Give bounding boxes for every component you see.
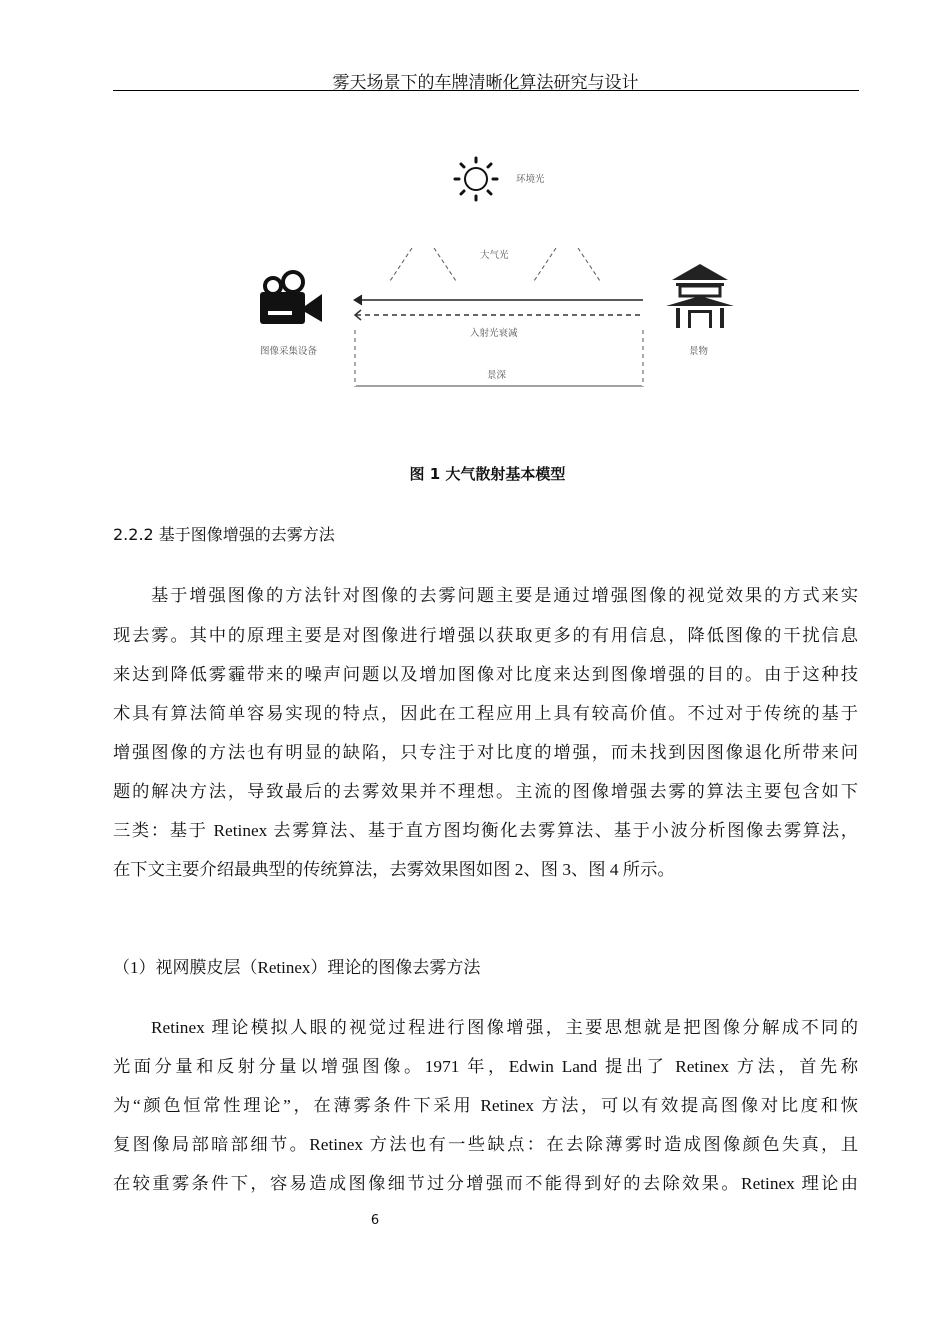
text-line: 三类：基于 Retinex 去雾算法、基于直方图均衡化去雾算法、基于小波分析图像去雾算法，	[113, 821, 858, 840]
sun-icon	[455, 158, 497, 200]
figure-caption: 图 1 大气散射基本模型	[409, 465, 566, 483]
video-camera-icon	[260, 272, 322, 324]
attenuation-label: 入射光衰减	[470, 328, 518, 339]
subsection-heading: （1）视网膜皮层（Retinex）理论的图像去雾方法	[113, 958, 481, 977]
text-line: 题的解决方法，导致最后的去雾效果并不理想。主流的图像增强去雾的算法主要包含如下	[113, 782, 858, 801]
text-line: 在下文主要介绍最典型的传统算法，去雾效果图如图 2、图 3、图 4 所示。	[113, 860, 675, 879]
airlight-label: 大气光	[480, 250, 509, 261]
text-line: 现去雾。其中的原理主要是对图像进行增强以获取更多的有用信息，降低图像的干扰信息	[113, 626, 858, 645]
text-line: 在较重雾条件下，容易造成图像细节过分增强而不能得到好的去除效果。Retinex 理论由	[113, 1174, 858, 1193]
header-rule	[113, 90, 859, 91]
capture-device-label: 图像采集设备	[260, 346, 318, 357]
depth-label: 景深	[487, 370, 507, 381]
text-line: 光面分量和反射分量以增强图像。1971 年，Edwin Land 提出了 Retinex 方法，首先称	[113, 1057, 858, 1076]
pagoda-icon	[666, 264, 734, 328]
scene-object-label: 景物	[689, 346, 709, 357]
text-line: Retinex 理论模拟人眼的视觉过程进行图像增强，主要思想就是把图像分解成不同的	[151, 1018, 858, 1037]
running-header: 雾天场景下的车牌清晰化算法研究与设计	[332, 73, 639, 92]
arrowhead	[354, 295, 362, 305]
text-line: 基于增强图像的方法针对图像的去雾问题主要是通过增强图像的视觉效果的方式来实	[151, 586, 858, 605]
section-heading: 2.2.2 基于图像增强的去雾方法	[113, 525, 335, 544]
text-line: 复图像局部暗部细节。Retinex 方法也有一些缺点：在去除薄雾时造成图像颜色失真，且	[113, 1135, 858, 1154]
text-line: 术具有算法简单容易实现的特点，因此在工程应用上具有较高价值。不过对于传统的基于	[113, 704, 858, 723]
atmospheric-scattering-diagram	[240, 140, 740, 400]
text-line: 增强图像的方法也有明显的缺陷，只专注于对比度的增强，而未找到因图像退化所带来问	[113, 743, 858, 762]
text-line: 来达到降低雾霾带来的噪声问题以及增加图像对比度来达到图像增强的目的。由于这种技	[113, 665, 858, 684]
page-number: 6	[370, 1213, 380, 1228]
text-line: 为“颜色恒常性理论”，在薄雾条件下采用 Retinex 方法，可以有效提高图像对比度和恢	[113, 1096, 858, 1115]
ambient-light-label: 环境光	[516, 174, 545, 185]
